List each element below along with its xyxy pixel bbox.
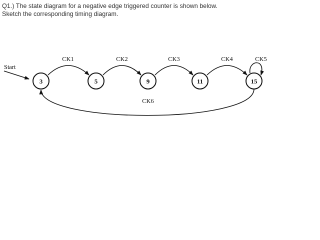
transition-ck4-label: CK4	[221, 56, 233, 63]
state-15-label: 15	[250, 78, 258, 86]
transition-ck6-label: CK6	[142, 98, 154, 105]
state-3-label: 3	[39, 78, 43, 86]
transition-ck3-arrow	[155, 66, 193, 76]
state-11-label: 11	[196, 78, 204, 86]
transition-ck5-label: CK5	[255, 56, 267, 63]
state-3	[33, 73, 49, 89]
start-label: Start	[4, 64, 16, 71]
transition-ck1-arrow	[48, 66, 89, 76]
transition-ck2-label: CK2	[116, 56, 128, 63]
transition-ck2-arrow	[103, 66, 141, 76]
transition-ck4-arrow	[207, 66, 247, 76]
start-arrow	[4, 71, 29, 79]
state-9	[140, 73, 156, 89]
question-line-2: Sketch the corresponding timing diagram.	[2, 11, 119, 19]
question-line-1: Q1.) The state diagram for a negative edge triggered counter is shown below.	[2, 3, 218, 10]
state-5	[88, 73, 104, 89]
state-9-label: 9	[146, 78, 150, 86]
transition-ck3-label: CK3	[168, 56, 180, 63]
state-15	[246, 73, 262, 89]
transition-ck1-label: CK1	[62, 56, 74, 63]
state-5-label: 5	[94, 78, 98, 86]
state-11	[192, 73, 208, 89]
